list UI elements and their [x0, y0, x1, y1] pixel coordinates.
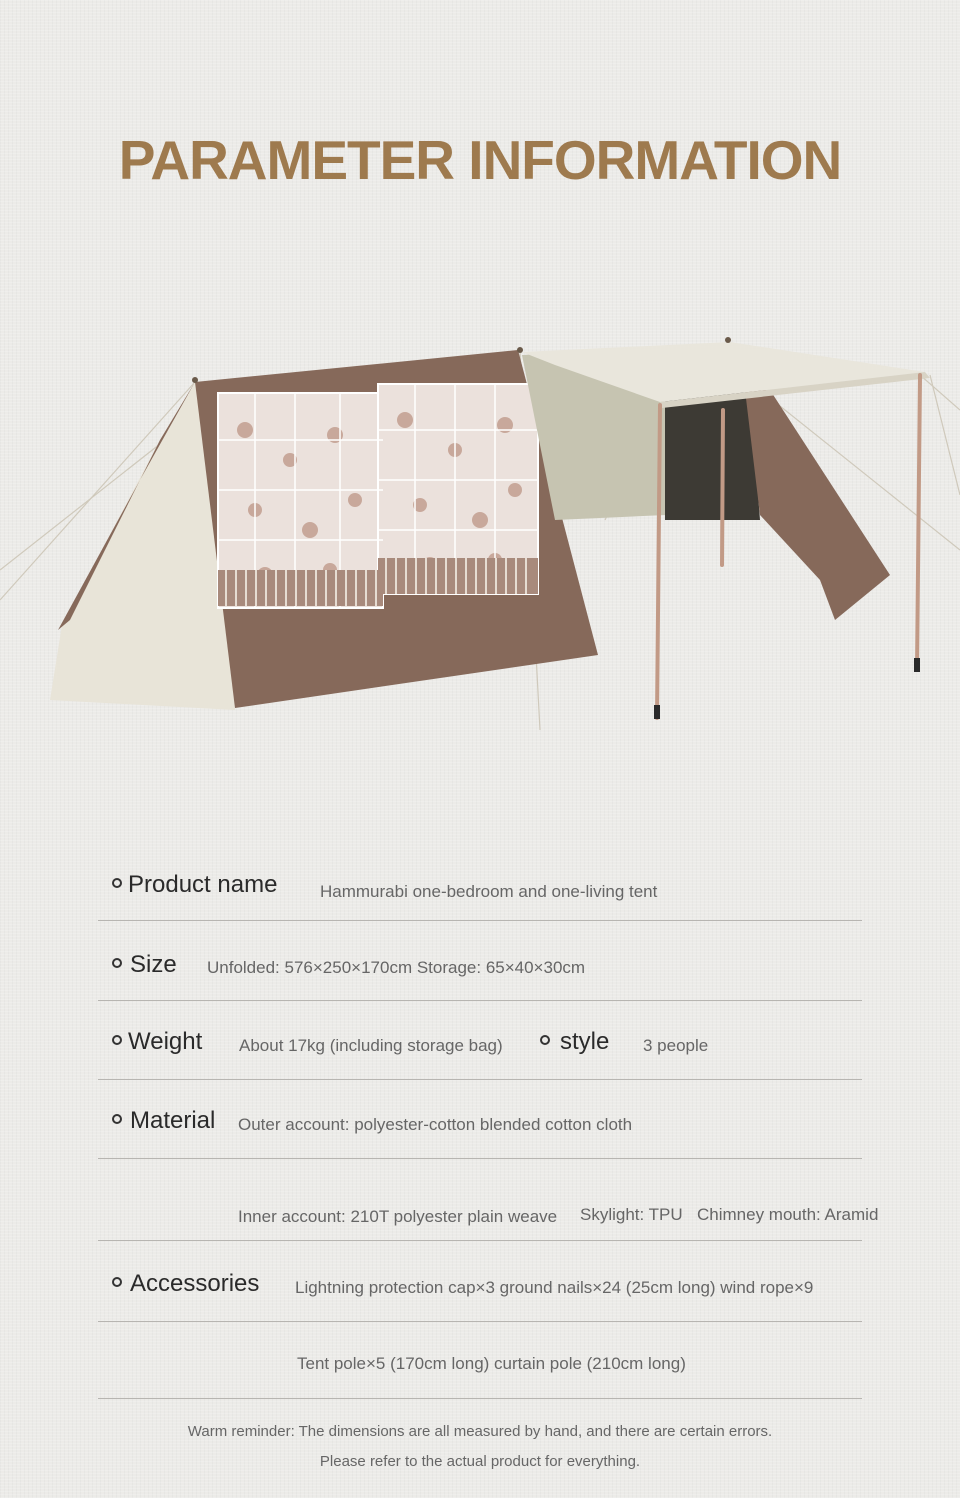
- divider: [98, 1398, 862, 1399]
- weight-value: About 17kg (including storage bag): [239, 1036, 503, 1055]
- page-title: PARAMETER INFORMATION: [118, 129, 842, 191]
- material-value-skylight: Skylight: TPU: [580, 1205, 683, 1224]
- material-value-outer: Outer account: polyester-cotton blended cotton cloth: [238, 1115, 633, 1134]
- bullet-icon: [112, 878, 122, 888]
- material-value-inner: Inner account: 210T polyester plain weave: [238, 1207, 558, 1226]
- style-value: 3 people: [643, 1036, 709, 1055]
- material-label: Material: [130, 1107, 216, 1134]
- bullet-icon: [112, 1114, 122, 1124]
- reminder-line-1: Warm reminder: The dimensions are all measured by hand, and there are certain errors.: [187, 1423, 773, 1440]
- size-label: Size: [130, 951, 177, 978]
- accessories-label: Accessories: [130, 1270, 260, 1297]
- tent-image: [0, 320, 960, 740]
- bullet-icon: [112, 1035, 122, 1045]
- divider: [98, 920, 862, 921]
- bullet-icon: [112, 958, 122, 968]
- divider: [98, 1240, 862, 1241]
- reminder-line-2: Please refer to the actual product for everything.: [319, 1453, 641, 1470]
- size-value: Unfolded: 576×250×170cm Storage: 65×40×30cm: [207, 958, 586, 977]
- weight-label: Weight: [128, 1028, 203, 1055]
- product-name-value: Hammurabi one-bedroom and one-living tent: [320, 882, 658, 901]
- divider: [98, 1000, 862, 1001]
- bullet-icon: [540, 1035, 550, 1045]
- style-label: style: [560, 1028, 610, 1055]
- product-name-label: Product name: [128, 871, 278, 898]
- material-value-chimney: Chimney mouth: Aramid: [697, 1205, 879, 1224]
- accessories-value-2: Tent pole×5 (170cm long) curtain pole (210cm long): [297, 1354, 686, 1373]
- divider: [98, 1321, 862, 1322]
- divider: [98, 1079, 862, 1080]
- bullet-icon: [112, 1277, 122, 1287]
- accessories-value-1: Lightning protection cap×3 ground nails×24 (25cm long) wind rope×9: [295, 1278, 814, 1297]
- divider: [98, 1158, 862, 1159]
